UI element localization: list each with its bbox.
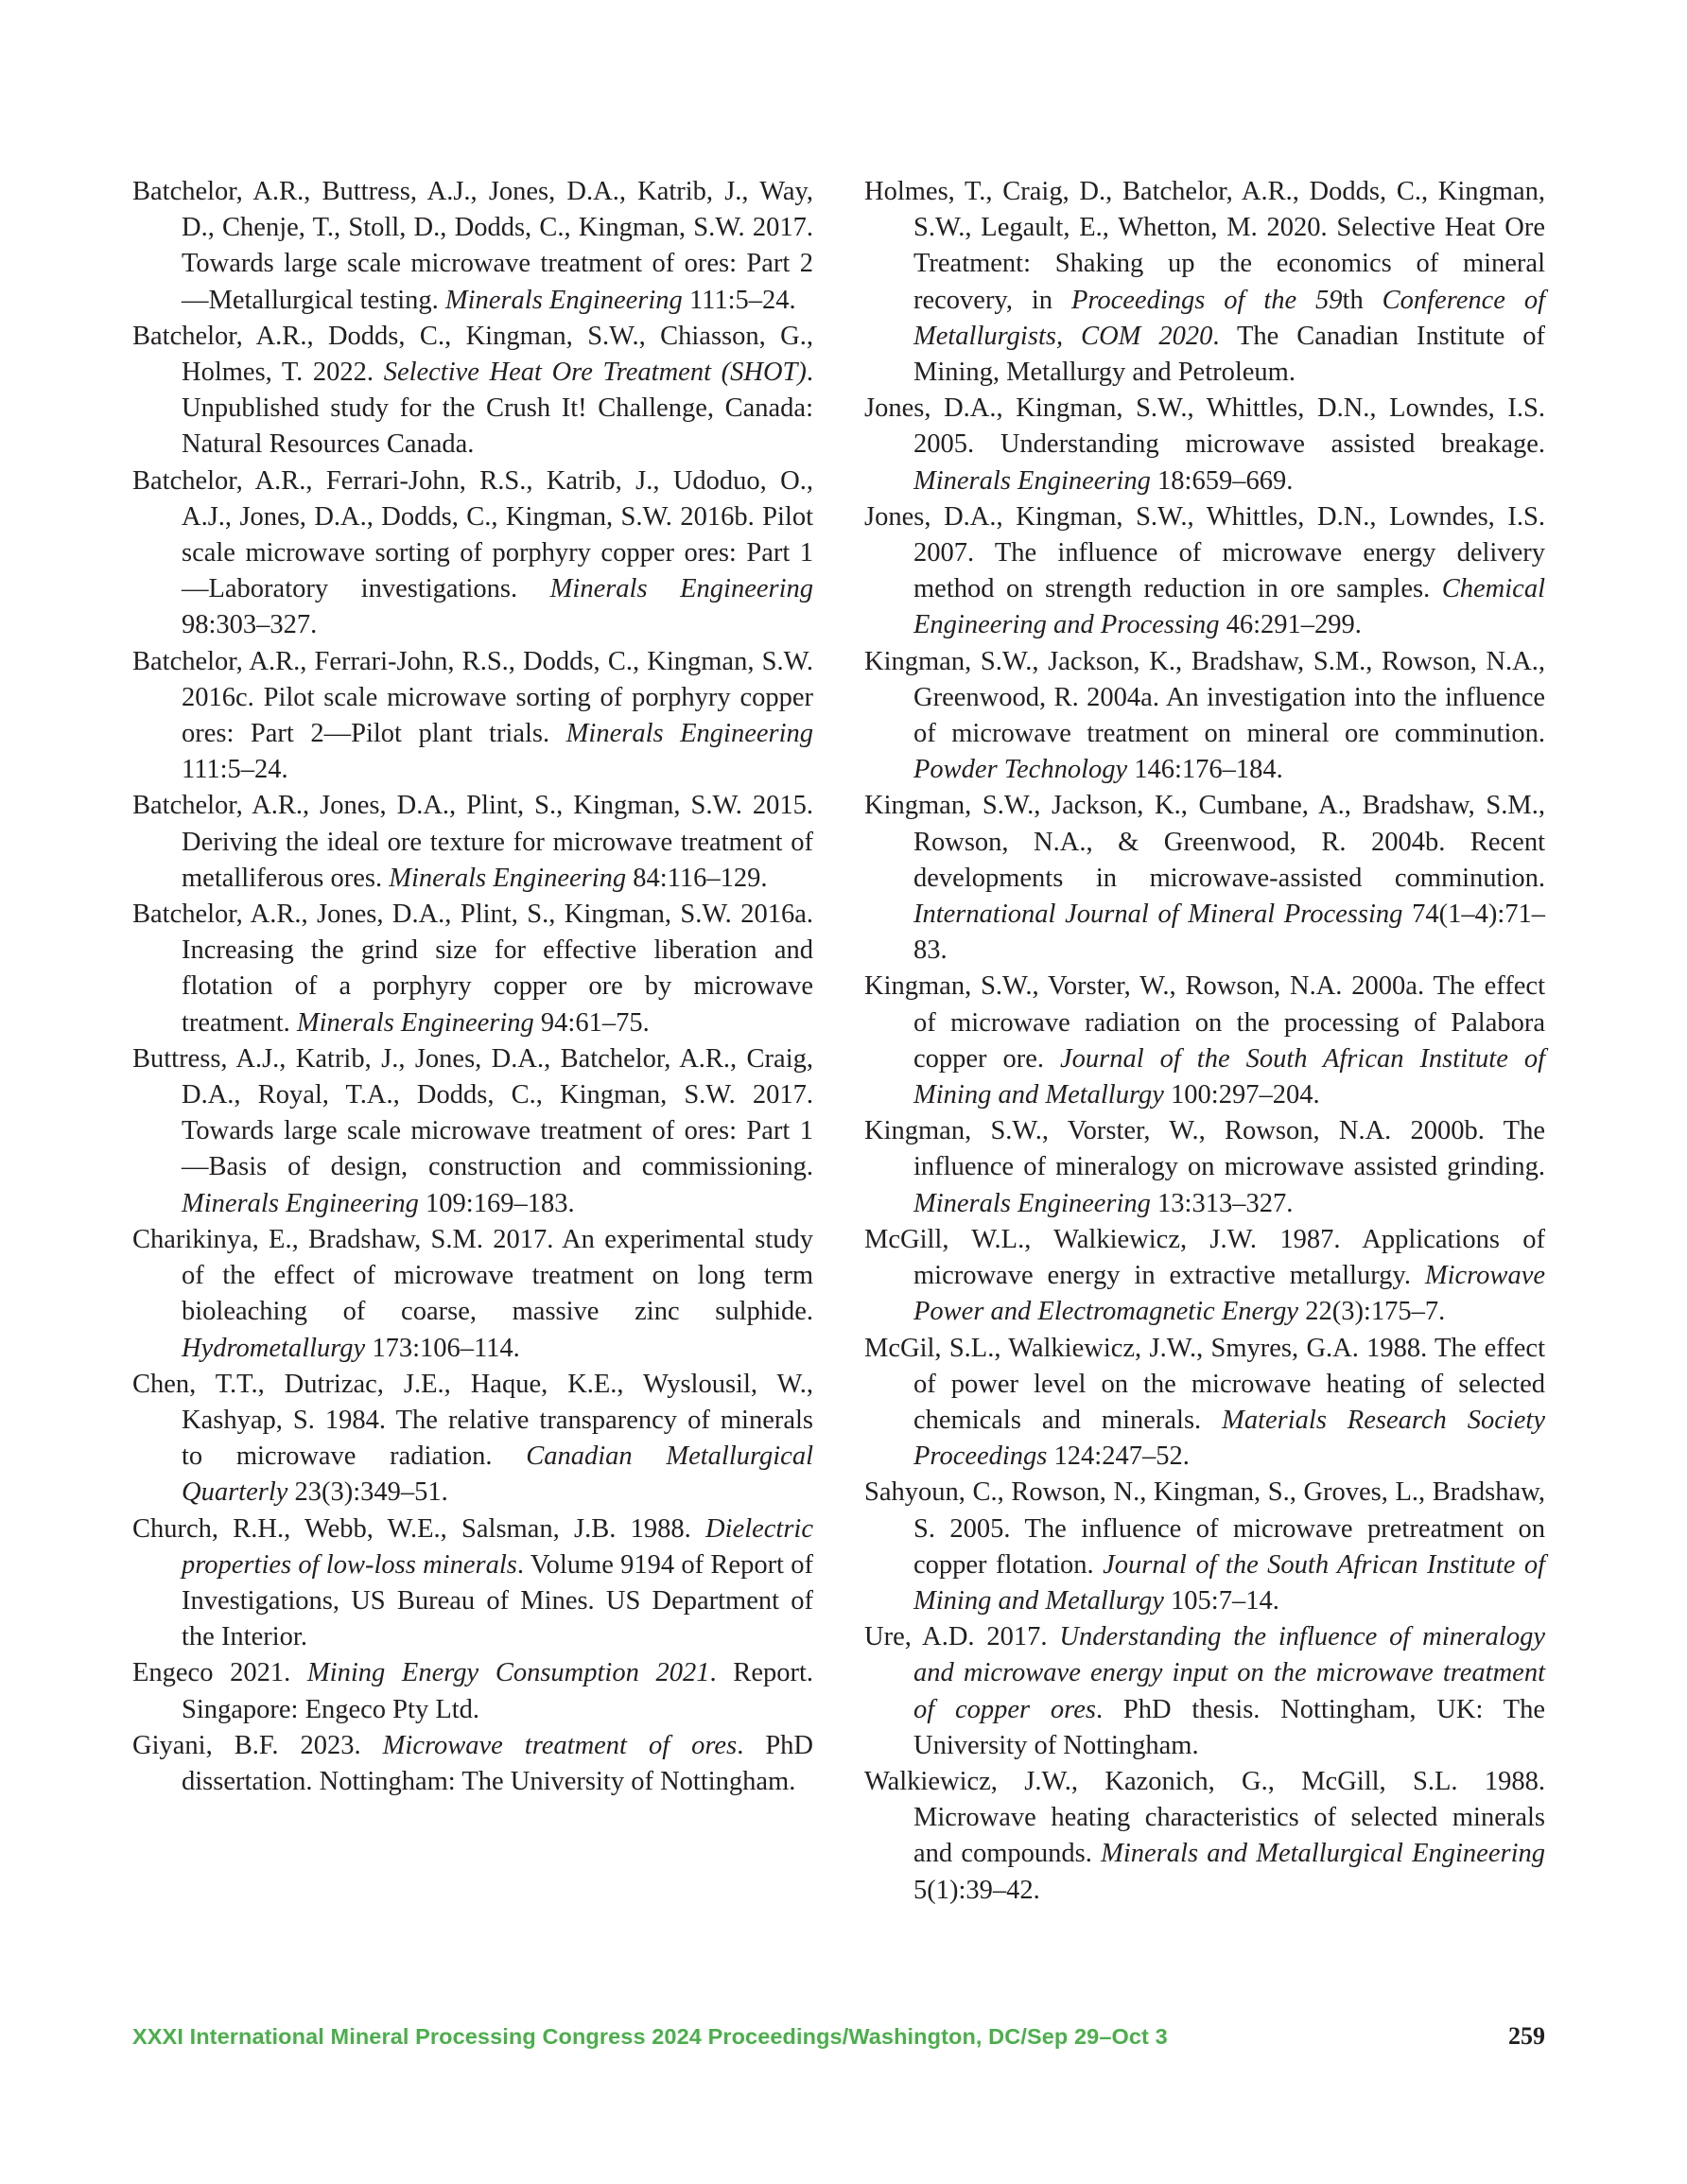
reference-title-italic: Microwave Power and Electromagnetic Energy	[913, 1261, 1545, 1327]
reference-text: Batchelor, A.R., Ferrari-John, R.S., Katrib, J., Udoduo, O., A.J., Jones, D.A., Dodds, C., Kingman, S.W. 2016b. Pilot scale microwave sorting of porphyry copper ores: Part 1—Laboratory investigations.	[132, 465, 813, 604]
reference-text: Buttress, A.J., Katrib, J., Jones, D.A., Batchelor, A.R., Craig, D.A., Royal, T.A., Dodds, C., Kingman, S.W. 2017. Towards large scale microwave treatment of ores: Part 1—Basis of design, construction and commissioning.	[132, 1043, 813, 1182]
reference-text: 94:61–75.	[533, 1007, 650, 1038]
reference-entry	[132, 1511, 813, 1656]
reference-text: . PhD thesis. Nottingham, UK: The University of Nottingham.	[913, 1694, 1545, 1760]
reference-text: 111:5–24.	[682, 285, 796, 315]
reference-text: 13:313–327.	[1150, 1188, 1294, 1218]
reference-title-italic: International Journal of Mineral Processing	[913, 900, 1403, 930]
reference-text: 23(3):349–51.	[287, 1477, 448, 1508]
reference-entry	[864, 1222, 1545, 1331]
reference-text: Charikinya, E., Bradshaw, S.M. 2017. An experimental study of the effect of microwave treatment on long term bioleaching of coarse, massive zinc sulphide.	[132, 1224, 813, 1327]
reference-text: . Unpublished study for the Crush It! Challenge, Canada: Natural Resources Canada.	[182, 358, 813, 460]
reference-text: Chen, T.T., Dutrizac, J.E., Haque, K.E., Wyslousil, W., Kashyap, S. 1984. The relative transparency of minerals to microwave radiation.	[132, 1369, 813, 1472]
reference-title-italic: Dielectric properties of low-loss minerals	[182, 1513, 813, 1580]
reference-text: th	[1342, 285, 1383, 315]
reference-entry	[132, 1222, 813, 1367]
reference-entry	[864, 391, 1545, 499]
reference-title-italic: Materials Research Society Proceedings	[913, 1405, 1545, 1472]
reference-text: Walkiewicz, J.W., Kazonich, G., McGill, S.L. 1988. Microwave heating characteristics of selected minerals and compounds.	[864, 1766, 1545, 1869]
reference-text: 22(3):175–7.	[1298, 1297, 1446, 1327]
reference-entry	[864, 644, 1545, 789]
reference-text: . Report. Singapore: Engeco Pty Ltd.	[182, 1658, 813, 1724]
reference-text: . PhD dissertation. Nottingham: The University of Nottingham.	[182, 1730, 813, 1796]
reference-text: Giyani, B.F. 2023.	[132, 1730, 383, 1760]
reference-entry	[864, 1475, 1545, 1619]
reference-title-italic: Conference of Metallurgists, COM 2020	[913, 285, 1546, 351]
reference-text: 100:297–204.	[1163, 1080, 1320, 1110]
reference-text: Engeco 2021.	[132, 1658, 307, 1688]
reference-entry	[132, 644, 813, 789]
reference-title-italic: Minerals Engineering	[389, 863, 627, 893]
reference-text: Batchelor, A.R., Buttress, A.J., Jones, D.A., Katrib, J., Way, D., Chenje, T., Stoll, D., Dodds, C., Kingman, S.W. 2017. Towards large scale microwave treatment of ores: Part 2—Metallurgical testing.	[132, 177, 813, 315]
reference-entry	[864, 1113, 1545, 1222]
reference-title-italic: Hydrometallurgy	[182, 1333, 366, 1363]
reference-text: 173:106–114.	[365, 1333, 520, 1363]
reference-text: McGil, S.L., Walkiewicz, J.W., Smyres, G.A. 1988. The effect of power level on the microwave heating of selected chemicals and minerals.	[864, 1333, 1545, 1435]
reference-text: McGill, W.L., Walkiewicz, J.W. 1987. Applications of microwave energy in extractive metallurgy.	[864, 1224, 1545, 1291]
reference-text: 105:7–14.	[1163, 1585, 1279, 1616]
reference-text: Kingman, S.W., Jackson, K., Cumbane, A., Bradshaw, S.M., Rowson, N.A., & Greenwood, R. 2004b. Recent developments in microwave-assisted comminution.	[864, 791, 1545, 893]
reference-entry	[132, 897, 813, 1041]
reference-text: Jones, D.A., Kingman, S.W., Whittles, D.N., Lowndes, I.S. 2007. The influence of microwave energy delivery method on strength reduction in ore samples.	[864, 501, 1545, 604]
reference-title-italic: Powder Technology	[913, 755, 1128, 785]
reference-entry	[132, 1728, 813, 1800]
references-right-column	[864, 174, 1545, 1909]
reference-title-italic: Chemical Engineering and Processing	[913, 574, 1545, 640]
reference-entry	[864, 499, 1545, 644]
reference-text: Batchelor, A.R., Dodds, C., Kingman, S.W., Chiasson, G., Holmes, T. 2022.	[132, 321, 813, 388]
reference-entry	[132, 463, 813, 644]
reference-text: Holmes, T., Craig, D., Batchelor, A.R., Dodds, C., Kingman, S.W., Legault, E., Whetton, M. 2020. Selective Heat Ore Treatment: Shaking up the economics of mineral recovery, in	[864, 177, 1545, 315]
reference-title-italic: Minerals Engineering	[913, 1188, 1151, 1218]
page-number: 259	[1508, 2022, 1545, 2050]
reference-text: 109:169–183.	[418, 1188, 575, 1218]
reference-text: Kingman, S.W., Jackson, K., Bradshaw, S.M., Rowson, N.A., Greenwood, R. 2004a. An investigation into the influence of microwave treatment on mineral ore comminution.	[864, 646, 1545, 749]
reference-title-italic: Minerals and Metallurgical Engineering	[1101, 1839, 1545, 1869]
reference-title-italic: Journal of the South African Institute of Mining and Metallurgy	[913, 1549, 1546, 1616]
reference-title-italic: Selective Heat Ore Treatment (SHOT)	[383, 358, 807, 388]
page-footer	[132, 2024, 1545, 2062]
reference-text: Sahyoun, C., Rowson, N., Kingman, S., Groves, L., Bradshaw, S. 2005. The influence of microwave pretreatment on copper flotation.	[864, 1477, 1545, 1580]
reference-title-italic: Proceedings of the 59	[1070, 285, 1343, 315]
reference-title-italic: Journal of the South African Institute of Mining and Metallurgy	[913, 1043, 1545, 1110]
footer-venue: XXXI International Mineral Processing Congress 2024 Proceedings/Washington, DC/Sep 29–Oct 3	[132, 2024, 1168, 2049]
reference-text: 98:303–327.	[182, 610, 318, 640]
reference-text: Ure, A.D. 2017.	[864, 1622, 1060, 1652]
reference-text: 5(1):39–42.	[913, 1875, 1040, 1905]
reference-text: 146:176–184.	[1127, 755, 1283, 785]
reference-entry	[864, 1619, 1545, 1764]
reference-entry	[132, 174, 813, 319]
reference-entry	[132, 1367, 813, 1511]
reference-entry	[132, 788, 813, 897]
reference-text: 124:247–52.	[1047, 1441, 1190, 1472]
reference-text: Kingman, S.W., Vorster, W., Rowson, N.A. 2000a. The effect of microwave radiation on the processing of Palabora copper ore.	[864, 971, 1545, 1074]
reference-text: 111:5–24.	[182, 755, 288, 785]
reference-entry	[132, 1041, 813, 1222]
reference-text: Batchelor, A.R., Jones, D.A., Plint, S., Kingman, S.W. 2015. Deriving the ideal ore texture for microwave treatment of metalliferous ores.	[132, 791, 813, 893]
reference-text: 74(1–4):71–83.	[913, 900, 1545, 966]
reference-title-italic: Canadian Metallurgical Quarterly	[182, 1441, 814, 1508]
reference-text: 84:116–129.	[626, 863, 768, 893]
reference-text: Kingman, S.W., Vorster, W., Rowson, N.A. 2000b. The influence of mineralogy on microwave assisted grinding.	[864, 1116, 1545, 1182]
reference-text: Church, R.H., Webb, W.E., Salsman, J.B. 1988.	[132, 1513, 706, 1544]
reference-title-italic: Mining Energy Consumption 2021	[306, 1658, 710, 1688]
reference-text: 18:659–669.	[1150, 465, 1294, 496]
reference-entry	[864, 1331, 1545, 1476]
reference-entry	[864, 788, 1545, 969]
reference-title-italic: Microwave treatment of ores	[382, 1730, 738, 1760]
reference-text: 46:291–299.	[1219, 610, 1362, 640]
reference-entry	[864, 174, 1545, 391]
reference-entry	[132, 1655, 813, 1727]
references-left-column	[132, 174, 813, 1800]
reference-text: Batchelor, A.R., Ferrari-John, R.S., Dodds, C., Kingman, S.W. 2016c. Pilot scale microwave sorting of porphyry copper ores: Part 2—Pilot plant trials.	[132, 646, 813, 749]
reference-title-italic: Minerals Engineering	[182, 1188, 419, 1218]
reference-title-italic: Understanding the influence of mineralogy and microwave energy input on the microwave treatment of copper ores	[913, 1622, 1545, 1724]
reference-entry	[864, 1764, 1545, 1909]
reference-title-italic: Minerals Engineering	[444, 285, 683, 315]
reference-text: . Volume 9194 of Report of Investigations, US Bureau of Mines. US Department of the Interior.	[182, 1549, 813, 1652]
reference-text: Jones, D.A., Kingman, S.W., Whittles, D.N., Lowndes, I.S. 2005. Understanding microwave assisted breakage.	[864, 393, 1545, 460]
reference-entry	[864, 969, 1545, 1113]
reference-entry	[132, 319, 813, 463]
reference-text: . The Canadian Institute of Mining, Metallurgy and Petroleum.	[913, 321, 1545, 388]
reference-title-italic: Minerals Engineering	[296, 1007, 534, 1038]
reference-title-italic: Minerals Engineering	[565, 719, 813, 749]
reference-text: Batchelor, A.R., Jones, D.A., Plint, S., Kingman, S.W. 2016a. Increasing the grind size for effective liberation and flotation of a porphyry copper ore by microwave treatment.	[132, 900, 813, 1038]
reference-title-italic: Minerals Engineering	[913, 465, 1151, 496]
reference-title-italic: Minerals Engineering	[549, 574, 813, 604]
